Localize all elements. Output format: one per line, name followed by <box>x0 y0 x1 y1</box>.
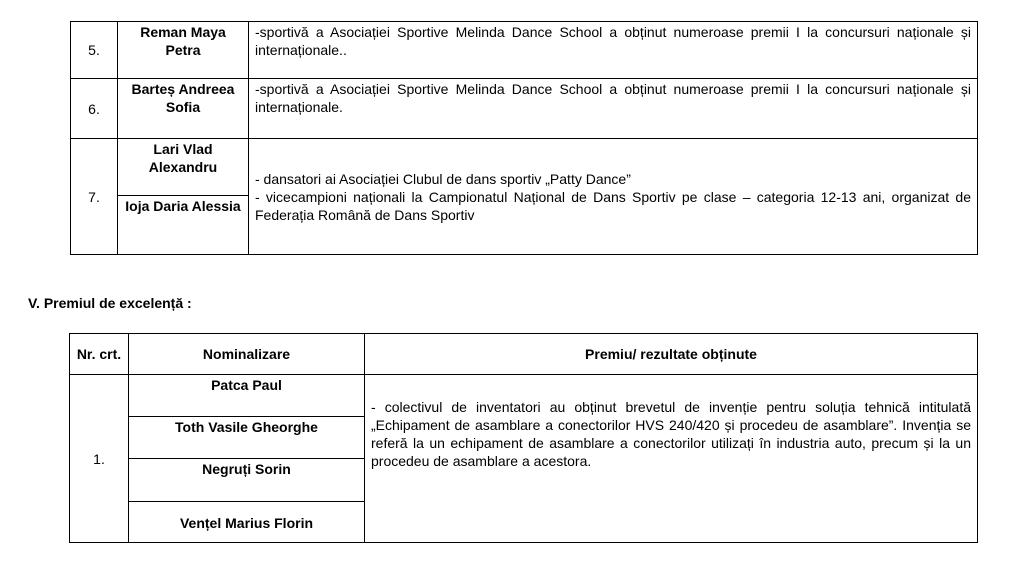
header-premiu: Premiu/ rezultate obținute <box>365 334 978 375</box>
header-nominalizare: Nominalizare <box>129 334 365 375</box>
nominee-name: Patca Paul <box>129 375 365 417</box>
nominee-description: -sportivă a Asociației Sportive Melinda Dance School a obținut numeroase premii I la concursuri naționale și internaționale.. <box>249 22 978 79</box>
row-number: 7. <box>71 139 118 255</box>
award-description-text: - colectivul de inventatori au obținut brevetul de invenție pentru soluția tehnică intitulată „Echipament de asamblare a conectorilor HVS 240/420 și procedeu de asamblare”. Invenția se referă la un echipament de asamblare a conectorilor utilizați în industria auto, precum și la un procedeu de asamblare a acestora. <box>371 399 971 469</box>
header-nr: Nr. crt. <box>70 334 129 375</box>
nominee-description: -sportivă a Asociației Sportive Melinda Dance School a obținut numeroase premii I la concursuri naționale și internaționale. <box>249 79 978 139</box>
section-title: V. Premiul de excelență : <box>28 295 192 311</box>
nominee-name: Ioja Daria Alessia <box>118 196 249 255</box>
nominee-name: Vențel Marius Florin <box>129 502 365 543</box>
table-row <box>71 139 978 196</box>
nominee-name: Barteș Andreea Sofia <box>118 79 249 139</box>
nominee-name: Toth Vasile Gheorghe <box>129 417 365 459</box>
table-header-row <box>70 334 978 375</box>
row-number: 6. <box>71 79 118 139</box>
nominee-name: Reman Maya Petra <box>118 22 249 79</box>
award-description <box>365 375 978 543</box>
nominee-description <box>249 139 978 255</box>
nominee-name: Negruți Sorin <box>129 459 365 502</box>
table-row <box>71 79 978 139</box>
excellence-award-table <box>69 333 978 543</box>
row-number: 5. <box>71 22 118 79</box>
description-line: - dansatori ai Asociației Clubul de dans sportiv „Patty Dance” <box>255 171 631 187</box>
nominee-name: Lari Vlad Alexandru <box>118 139 249 196</box>
row-number: 1. <box>70 375 129 543</box>
table-row <box>70 375 978 417</box>
table-row <box>71 22 978 79</box>
awards-table-continued <box>70 21 978 255</box>
description-line: - vicecampioni naționali la Campionatul Național de Dans Sportiv pe clase – categoria 12-13 ani, organizat de Federația Română de Dans Sportiv <box>255 189 971 223</box>
